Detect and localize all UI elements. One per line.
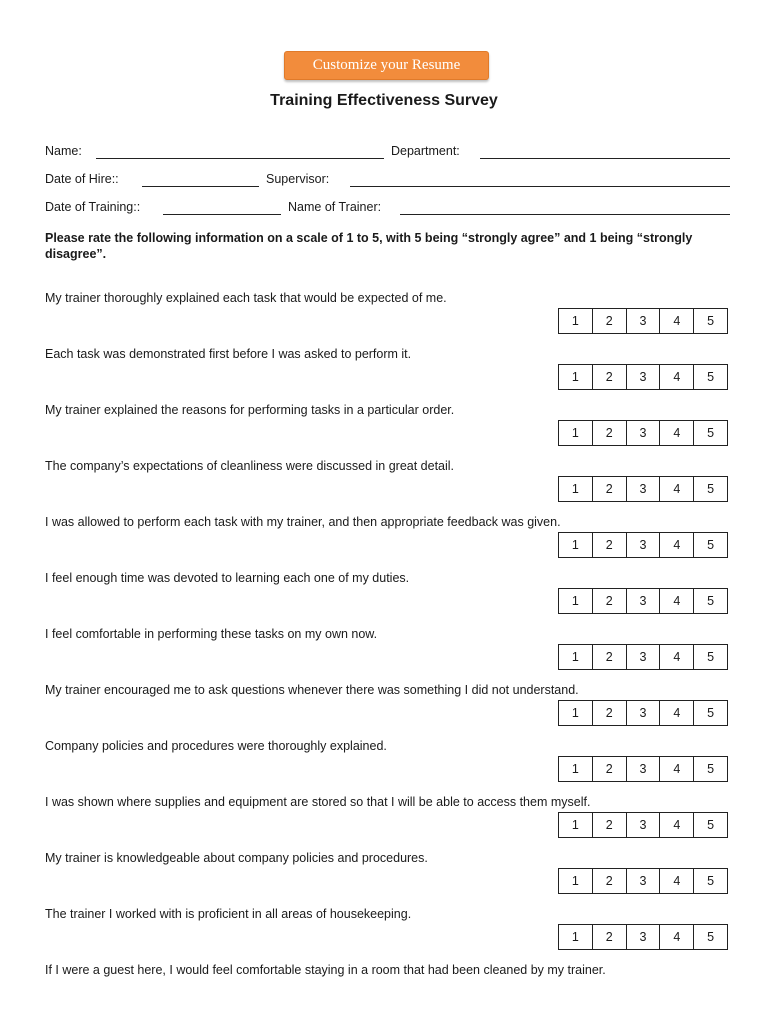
rating-option-5[interactable]: 5	[693, 309, 727, 333]
department-label: Department:	[391, 144, 460, 158]
customize-resume-button[interactable]: Customize your Resume	[284, 51, 489, 80]
rating-option-3[interactable]: 3	[626, 533, 660, 557]
rating-option-4[interactable]: 4	[659, 421, 693, 445]
rating-option-2[interactable]: 2	[592, 813, 626, 837]
question-text: I feel enough time was devoted to learning each one of my duties.	[45, 571, 410, 585]
rating-option-2[interactable]: 2	[592, 925, 626, 949]
rating-scale	[558, 812, 728, 838]
rating-option-3[interactable]: 3	[626, 309, 660, 333]
rating-option-4[interactable]: 4	[659, 645, 693, 669]
rating-option-5[interactable]: 5	[693, 869, 727, 893]
question-text: My trainer is knowledgeable about company policies and procedures.	[45, 851, 428, 865]
date-of-training-field[interactable]	[163, 214, 281, 215]
hire-supervisor-row	[45, 170, 730, 190]
rating-option-5[interactable]: 5	[693, 365, 727, 389]
rating-option-4[interactable]: 4	[659, 813, 693, 837]
rating-option-3[interactable]: 3	[626, 813, 660, 837]
rating-option-4[interactable]: 4	[659, 757, 693, 781]
rating-option-5[interactable]: 5	[693, 477, 727, 501]
rating-option-4[interactable]: 4	[659, 477, 693, 501]
rating-option-3[interactable]: 3	[626, 589, 660, 613]
rating-option-4[interactable]: 4	[659, 365, 693, 389]
rating-option-5[interactable]: 5	[693, 925, 727, 949]
rating-option-5[interactable]: 5	[693, 589, 727, 613]
rating-option-2[interactable]: 2	[592, 645, 626, 669]
rating-option-1[interactable]: 1	[571, 818, 579, 832]
date-of-training-label: Date of Training::	[45, 200, 141, 214]
question-text: The company’s expectations of cleanliness were discussed in great detail.	[45, 459, 455, 473]
rating-instructions: Please rate the following information on a scale of 1 to 5, with 5 being “strongly agree” and 1 being “strongly disagree”.	[45, 231, 693, 261]
rating-option-4[interactable]: 4	[659, 309, 693, 333]
rating-option-5[interactable]: 5	[693, 701, 727, 725]
rating-option-4[interactable]: 4	[659, 925, 693, 949]
rating-option-4[interactable]: 4	[659, 533, 693, 557]
department-field[interactable]	[480, 158, 730, 159]
rating-scale	[558, 308, 728, 334]
rating-option-2[interactable]: 2	[592, 533, 626, 557]
rating-option-1[interactable]: 1	[571, 370, 579, 384]
rating-option-2[interactable]: 2	[592, 365, 626, 389]
name-department-row	[45, 142, 730, 162]
rating-option-2[interactable]: 2	[592, 477, 626, 501]
name-field[interactable]	[96, 158, 384, 159]
question-text: If I were a guest here, I would feel comfortable staying in a room that had been cleaned by my trainer.	[45, 963, 606, 977]
question-text: I feel comfortable in performing these tasks on my own now.	[45, 627, 378, 641]
name-of-trainer-label: Name of Trainer:	[288, 200, 382, 214]
rating-option-3[interactable]: 3	[626, 421, 660, 445]
question-text: I was allowed to perform each task with my trainer, and then appropriate feedback was given.	[45, 515, 561, 529]
rating-option-2[interactable]: 2	[592, 309, 626, 333]
rating-scale	[558, 532, 728, 558]
question-text: My trainer thoroughly explained each task that would be expected of me.	[45, 291, 447, 305]
rating-option-3[interactable]: 3	[626, 757, 660, 781]
rating-option-3[interactable]: 3	[626, 365, 660, 389]
rating-option-4[interactable]: 4	[659, 869, 693, 893]
rating-scale	[558, 476, 728, 502]
rating-scale	[558, 868, 728, 894]
date-of-hire-field[interactable]	[142, 186, 259, 187]
rating-option-1[interactable]: 1	[571, 706, 579, 720]
question-text: I was shown where supplies and equipment are stored so that I will be able to access them myself.	[45, 795, 591, 809]
name-of-trainer-field[interactable]	[400, 214, 730, 215]
rating-option-2[interactable]: 2	[592, 757, 626, 781]
supervisor-label: Supervisor:	[266, 172, 330, 186]
date-of-hire-label: Date of Hire::	[45, 172, 119, 186]
rating-scale	[558, 924, 728, 950]
rating-scale	[558, 756, 728, 782]
question-text: My trainer explained the reasons for performing tasks in a particular order.	[45, 403, 455, 417]
rating-option-3[interactable]: 3	[626, 645, 660, 669]
question-text: The trainer I worked with is proficient in all areas of housekeeping.	[45, 907, 412, 921]
rating-option-4[interactable]: 4	[659, 589, 693, 613]
rating-option-1[interactable]: 1	[571, 482, 579, 496]
rating-option-1[interactable]: 1	[571, 314, 579, 328]
rating-scale	[558, 700, 728, 726]
rating-option-1[interactable]: 1	[571, 426, 579, 440]
question-text: Company policies and procedures were thoroughly explained.	[45, 739, 387, 753]
rating-option-5[interactable]: 5	[693, 533, 727, 557]
rating-option-3[interactable]: 3	[626, 925, 660, 949]
rating-option-2[interactable]: 2	[592, 869, 626, 893]
rating-option-5[interactable]: 5	[693, 421, 727, 445]
rating-option-5[interactable]: 5	[693, 757, 727, 781]
rating-option-1[interactable]: 1	[571, 762, 579, 776]
rating-option-2[interactable]: 2	[592, 589, 626, 613]
question-text: My trainer encouraged me to ask questions whenever there was something I did not understand.	[45, 683, 579, 697]
rating-scale	[558, 420, 728, 446]
rating-scale	[558, 644, 728, 670]
rating-option-1[interactable]: 1	[571, 650, 579, 664]
rating-scale	[558, 588, 728, 614]
rating-option-4[interactable]: 4	[659, 701, 693, 725]
rating-option-2[interactable]: 2	[592, 421, 626, 445]
rating-option-5[interactable]: 5	[693, 813, 727, 837]
rating-option-1[interactable]: 1	[571, 930, 579, 944]
survey-title: Training Effectiveness Survey	[270, 92, 498, 109]
rating-option-2[interactable]: 2	[592, 701, 626, 725]
rating-option-1[interactable]: 1	[571, 594, 579, 608]
rating-option-1[interactable]: 1	[571, 874, 579, 888]
rating-option-3[interactable]: 3	[626, 701, 660, 725]
training-trainer-row	[45, 198, 730, 218]
rating-option-1[interactable]: 1	[571, 538, 579, 552]
rating-option-3[interactable]: 3	[626, 477, 660, 501]
supervisor-field[interactable]	[350, 186, 730, 187]
question-text: Each task was demonstrated first before I was asked to perform it.	[45, 347, 412, 361]
rating-option-5[interactable]: 5	[693, 645, 727, 669]
rating-scale	[558, 364, 728, 390]
name-label: Name:	[45, 144, 82, 158]
rating-option-3[interactable]: 3	[626, 869, 660, 893]
